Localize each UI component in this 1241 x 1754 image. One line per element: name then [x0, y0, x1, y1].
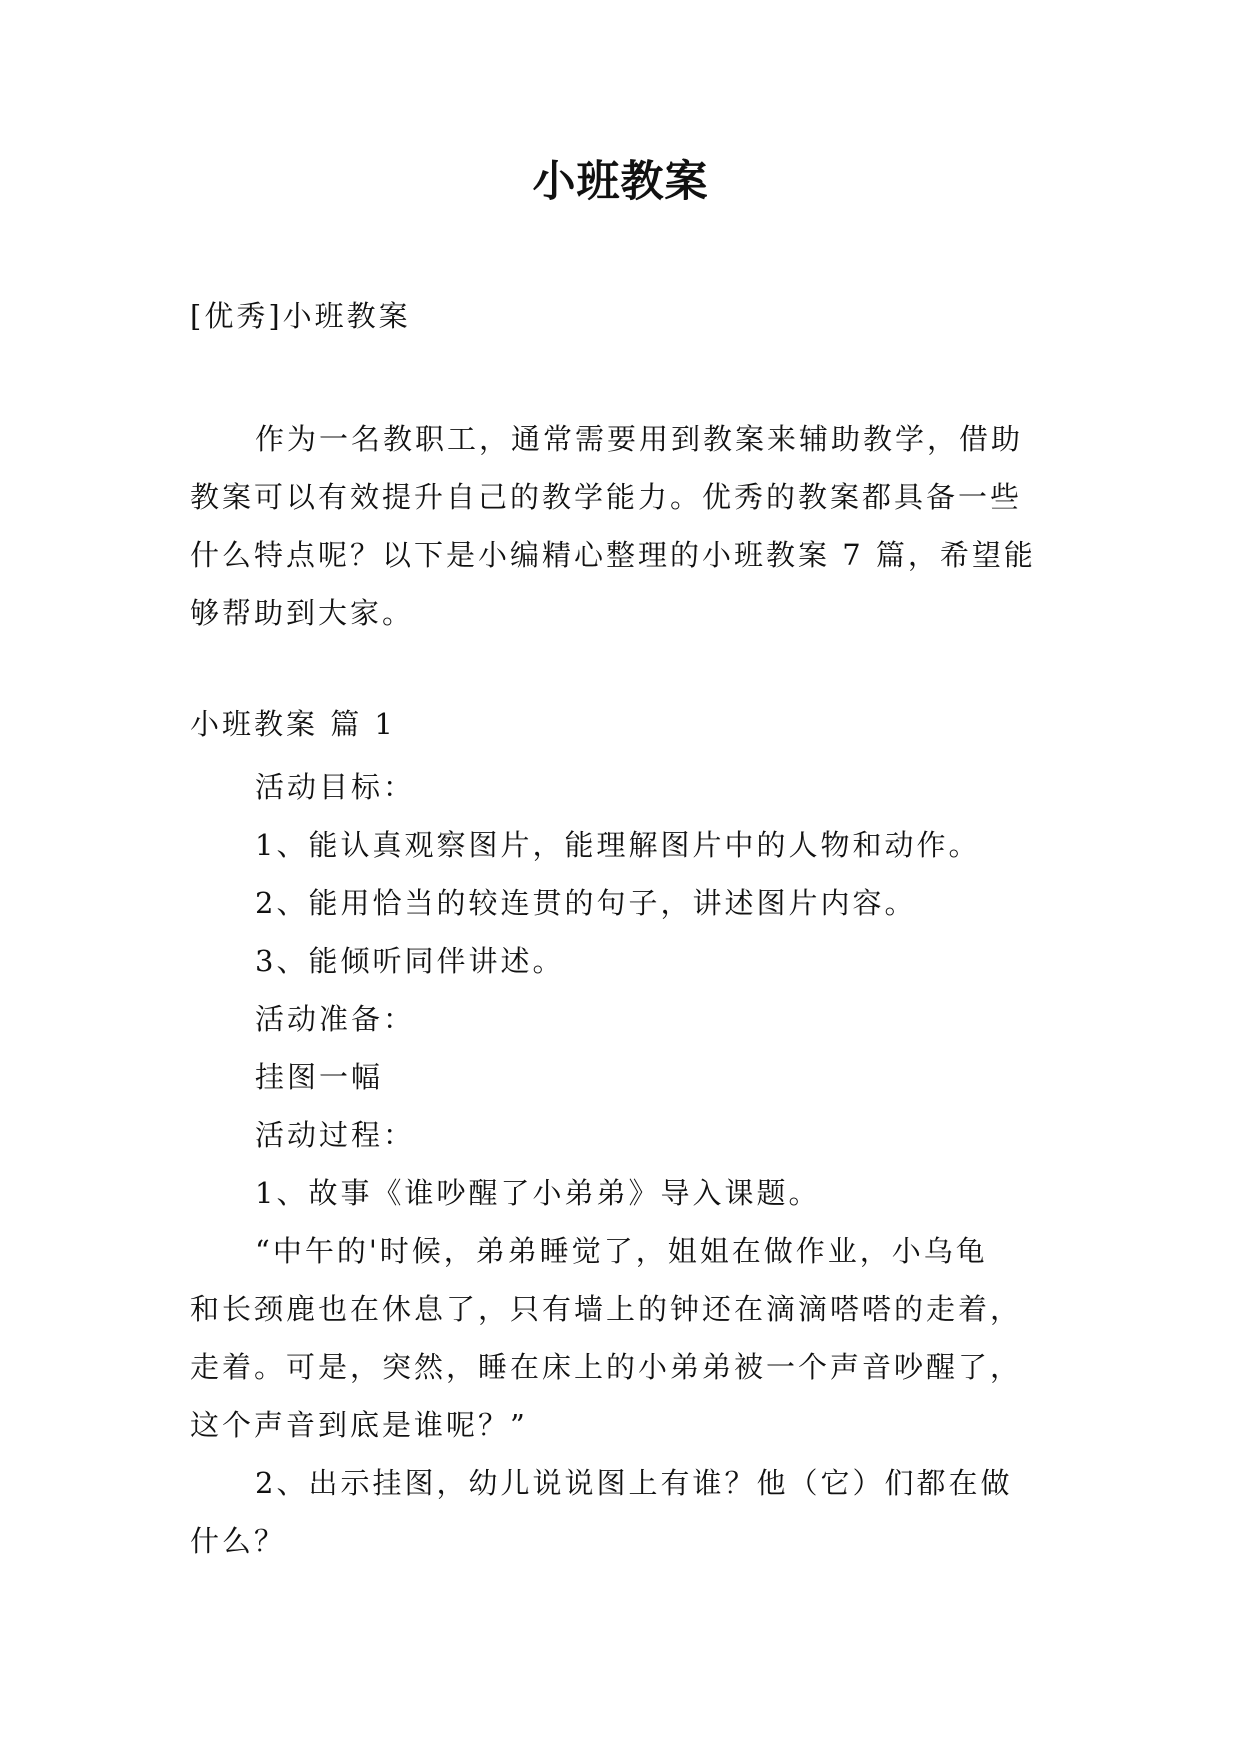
document-subtitle: [优秀]小班教案: [190, 299, 411, 333]
story-line: “中午的'时候，弟弟睡觉了，姐姐在做作业，小乌龟: [255, 1234, 988, 1268]
intro-line: 够帮助到大家。: [190, 596, 415, 630]
lesson-body: [190, 758, 1066, 1570]
story-line: 走着。可是，突然，睡在床上的小弟弟被一个声音吵醒了，: [190, 1350, 1023, 1384]
intro-line: 什么特点呢？以下是小编精心整理的小班教案 7 篇，希望能: [190, 538, 1036, 572]
goal-item: 2、能用恰当的较连贯的句子，讲述图片内容。: [255, 886, 917, 920]
preparation-item: 挂图一幅: [255, 1060, 384, 1094]
intro-line: 教案可以有效提升自己的教学能力。优秀的教案都具备一些: [190, 480, 1023, 514]
intro-line: 作为一名教职工，通常需要用到教案来辅助教学，借助: [255, 422, 1024, 456]
preparation-heading: 活动准备：: [255, 1002, 416, 1036]
activity-goals-heading: 活动目标：: [255, 770, 416, 804]
intro-paragraph: [190, 410, 1066, 642]
process-heading: 活动过程：: [255, 1118, 416, 1152]
story-line: 这个声音到底是谁呢？”: [190, 1408, 528, 1442]
process-step: 2、出示挂图，幼儿说说图上有谁？他（它）们都在做: [255, 1466, 1013, 1500]
story-line: 和长颈鹿也在休息了，只有墙上的钟还在滴滴嗒嗒的走着，: [190, 1292, 1023, 1326]
section-heading: 小班教案 篇 1: [190, 707, 396, 741]
goal-item: 1、能认真观察图片，能理解图片中的人物和动作。: [255, 828, 981, 862]
process-step-continuation: 什么？: [190, 1524, 287, 1558]
document-title: 小班教案: [532, 157, 709, 207]
process-step: 1、故事《谁吵醒了小弟弟》导入课题。: [255, 1176, 821, 1210]
goal-item: 3、能倾听同伴讲述。: [255, 944, 565, 978]
